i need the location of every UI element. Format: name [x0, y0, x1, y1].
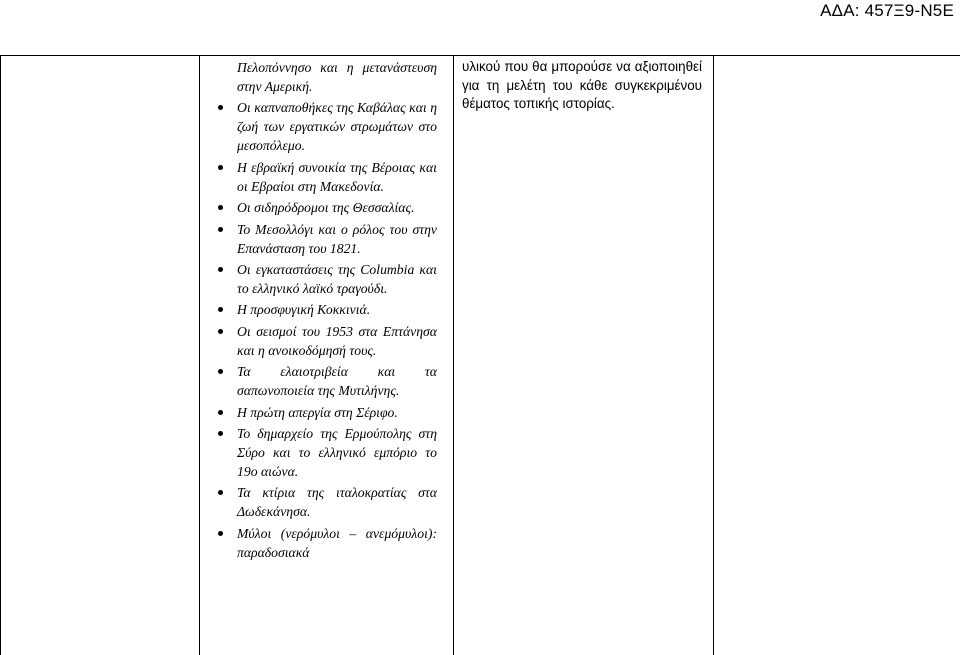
bullet-icon: [218, 369, 223, 374]
list-item-text: Το Μεσολλόγι και ο ρόλος του στην Επανάσταση του 1821.: [237, 221, 437, 256]
list-item: [215, 260, 437, 298]
bullet-icon: [218, 267, 223, 272]
list-item-text: Οι εγκαταστάσεις της Columbia και το ελληνικό λαϊκό τραγούδι.: [237, 261, 437, 296]
materials-column: [462, 58, 702, 114]
list-item: [215, 198, 437, 217]
list-item-text: Τα κτίρια της ιταλοκρατίας στα Δωδεκάνησα.: [237, 485, 437, 520]
column-divider-1: [199, 56, 200, 655]
list-item-text: Τα ελαιοτριβεία και τα σαπωνοποιεία της Μυτιλήνης.: [237, 364, 437, 399]
bullet-icon: [218, 531, 223, 536]
bullet-icon: [218, 431, 223, 436]
list-item-text: Μύλοι (νερόμυλοι – ανεμόμυλοι): παραδοσιακά: [237, 525, 437, 560]
list-item: [215, 524, 437, 562]
list-item-text: Η εβραϊκή συνοικία της Βέροιας και οι Εβραίοι στη Μακεδονία.: [237, 159, 437, 194]
bullet-icon: [218, 165, 223, 170]
bullet-icon: [218, 105, 223, 110]
list-item-text: Η πρώτη απεργία στη Σέριφο.: [237, 404, 398, 420]
column-divider-2: [453, 56, 454, 655]
materials-text: υλικού που θα μπορούσε να αξιοποιηθεί για τη μελέτη του κάθε συγκεκριμένου θέματος τοπικής ιστορίας.: [462, 59, 702, 112]
continued-text: Πελοπόννησο και η μετανάστευση στην Αμερική.: [237, 60, 437, 94]
list-item-text: Οι σεισμοί του 1953 στα Επτάνησα και η ανοικοδόμησή τους.: [237, 323, 437, 358]
list-item: [215, 322, 437, 360]
bullet-icon: [218, 227, 223, 232]
column-divider-3: [713, 56, 714, 655]
bullet-icon: [218, 307, 223, 312]
list-item-text: Η προσφυγική Κοκκινιά.: [237, 302, 371, 318]
list-item: [215, 424, 437, 481]
list-item: [215, 362, 437, 400]
topics-column: [215, 58, 437, 562]
list-item: [215, 300, 437, 319]
list-item-text: Το δημαρχείο της Ερμούπολης στη Σύρο και το ελληνικό εμπόριο το 19ο αιώνα.: [237, 425, 437, 479]
bullet-icon: [218, 205, 223, 210]
list-item: [215, 220, 437, 258]
bullet-icon: [218, 410, 223, 415]
document-table: [0, 55, 960, 655]
bullet-icon: [218, 490, 223, 495]
list-item: [215, 403, 437, 422]
bullet-icon: [218, 329, 223, 334]
list-item-text: Οι καπναποθήκες της Καβάλας και η ζωή των εργατικών στρωμάτων στο μεσοπόλεμο.: [237, 100, 437, 154]
topics-list: [215, 98, 437, 561]
ada-code: ΑΔΑ: 457Ξ9-Ν5Ε: [820, 1, 954, 20]
list-item: [215, 98, 437, 155]
table-border-left: [0, 56, 1, 655]
list-item: [215, 483, 437, 521]
list-item: [215, 158, 437, 196]
list-item-text: Οι σιδηρόδρομοι της Θεσσαλίας.: [237, 200, 415, 216]
